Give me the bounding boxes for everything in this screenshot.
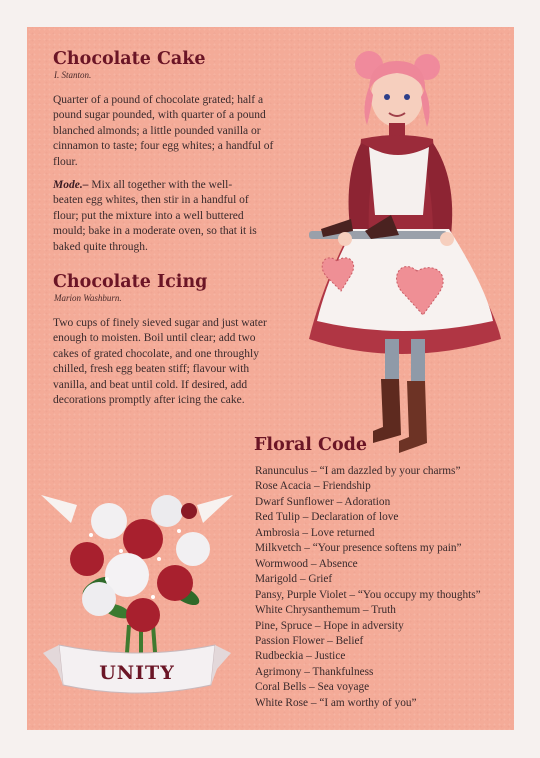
red-rose-icon	[157, 565, 193, 601]
mode-text: Mix all together with the well-beaten egg whites, then stir in a handful of flour; put the mixture into a well buttered mould; bake in a moderate oven, so that it is baked quite through.	[53, 179, 257, 253]
floral-item: Pansy, Purple Violet – “You occupy my thoughts”	[255, 588, 481, 601]
floral-item: White Rose – “I am worthy of you”	[255, 696, 417, 709]
red-rose-icon	[126, 598, 160, 632]
floral-item: Dwarf Sunflower – Adoration	[255, 495, 391, 508]
red-rose-icon	[70, 542, 104, 576]
white-rose-icon	[91, 503, 127, 539]
white-rose-icon	[151, 495, 183, 527]
floral-item: White Chrysanthemum – Truth	[255, 604, 396, 617]
mode-label: Mode.–	[53, 179, 89, 191]
rose-bouquet-illustration	[37, 475, 237, 705]
floral-list	[255, 464, 481, 711]
floral-item: Red Tulip – Declaration of love	[255, 511, 399, 524]
cake-author: I. Stanton.	[54, 70, 92, 80]
banner-text: UNITY	[99, 662, 175, 684]
floral-title: Floral Code	[254, 435, 368, 455]
floral-item: Coral Bells – Sea voyage	[255, 681, 370, 694]
floral-item: Ambrosia – Love returned	[255, 526, 375, 539]
icing-title: Chocolate Icing	[53, 272, 208, 292]
red-rose-icon	[123, 519, 163, 559]
floral-item: Rudbeckia – Justice	[255, 650, 346, 663]
floral-item: Passion Flower – Belief	[255, 634, 364, 647]
cake-ingredients: Quarter of a pound of chocolate grated; half a pound sugar pounded, with quarter of a pound blanched almonds; a little pounded vanilla or cinnamon to taste; four egg whites; a handful of flour.	[53, 94, 274, 168]
cake-title: Chocolate Cake	[53, 49, 206, 69]
floral-item: Ranunculus – “I am dazzled by your charms”	[255, 465, 461, 477]
white-rose-icon	[176, 532, 210, 566]
floral-item: Rose Acacia – Friendship	[255, 480, 371, 493]
floral-item: Pine, Spruce – Hope in adversity	[255, 619, 404, 632]
boot-icon	[399, 381, 427, 453]
floral-item: Marigold – Grief	[255, 573, 333, 586]
girl-with-cake-tray-illustration	[281, 39, 509, 471]
white-rose-icon	[82, 582, 116, 616]
cake-method	[53, 178, 261, 255]
icing-author: Marion Washburn.	[54, 293, 122, 303]
floral-item: Wormwood – Absence	[255, 557, 358, 570]
floral-item: Milkvetch – “Your presence softens my pain”	[255, 542, 462, 555]
boot-icon	[373, 379, 401, 443]
floral-item: Agrimony – Thankfulness	[255, 665, 374, 678]
recipe-page	[27, 27, 514, 730]
icing-text: Two cups of finely sieved sugar and just water enough to moisten. Boil until clear; add two cakes of grated chocolate, and one throughly chilled, fresh egg beaten stiff; flavour with vanilla, and beat until cold. If desired, add decorations promptly after icing the cake.	[53, 317, 267, 407]
